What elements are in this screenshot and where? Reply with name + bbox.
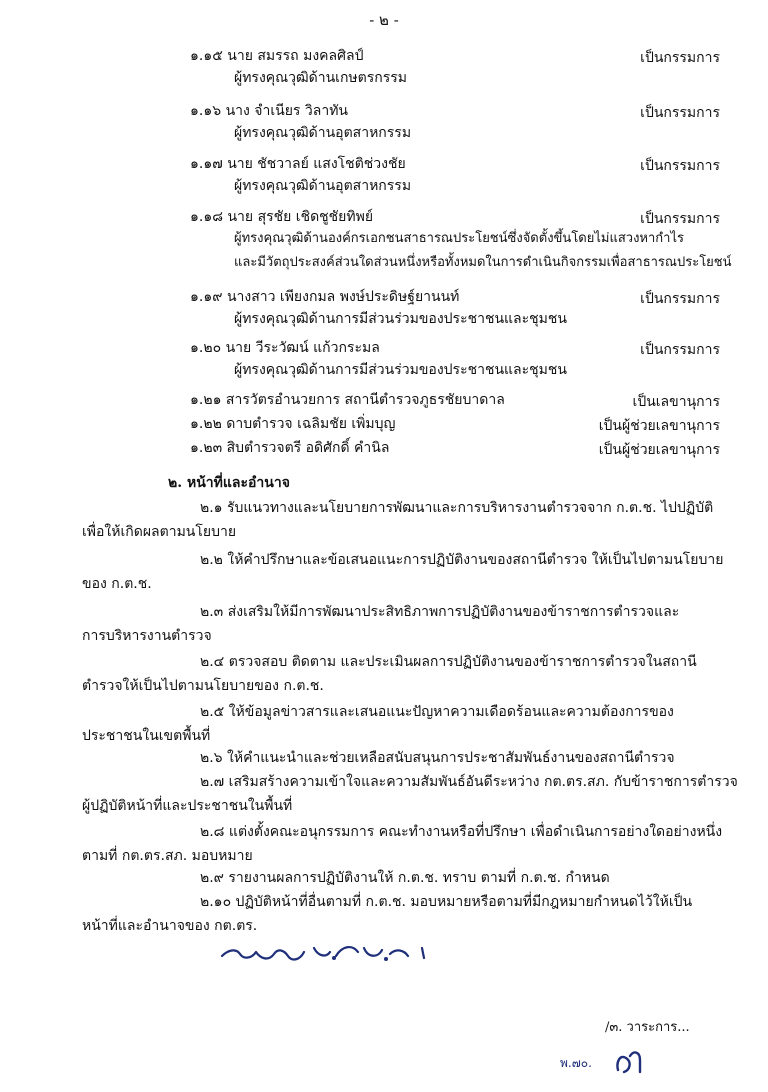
duty-continuation: ของ ก.ต.ช. [82, 576, 152, 592]
duty-first-line: ๒.๓ ส่งเสริมให้มีการพัฒนาประสิทธิภาพการปฏิบัติงานของข้าราชการตำรวจและ [200, 604, 680, 620]
duty-paragraph [82, 746, 712, 770]
stamp-text: พ.๗๐. [560, 1056, 592, 1070]
stamp-mark [560, 1040, 650, 1076]
member-entry [190, 438, 720, 460]
duty-first-line: ๒.๑๐ ปฏิบัติหน้าที่อื่นตามที่ ก.ต.ช. มอบหมายหรือตามที่มีกฎหมายกำหนดไว้ให้เป็น [200, 894, 693, 910]
member-number: ๑.๑๕ [190, 48, 223, 64]
duty-paragraph [82, 548, 724, 596]
duty-first-line: ๒.๗ เสริมสร้างความเข้าใจและความสัมพันธ์อันดีระหว่าง กต.ตร.สภ. กับข้าราชการตำรวจ [200, 774, 738, 790]
member-entry [190, 46, 720, 88]
duty-continuation: ประชาชนในเขตพื้นที่ [82, 728, 211, 744]
member-role: เป็นผู้ช่วยเลขานุการ [598, 418, 720, 434]
duty-continuation: ผู้ปฏิบัติหน้าที่และประชาชนในพื้นที่ [82, 798, 293, 814]
member-entry [190, 414, 720, 436]
duty-continuation: ตามที่ กต.ตร.สภ. มอบหมาย [82, 848, 253, 864]
member-number: ๑.๑๙ [190, 289, 223, 305]
duty-continuation: หน้าที่และอำนาจของ กต.ตร. [82, 918, 258, 934]
duty-paragraph [82, 770, 738, 818]
member-name: สิบตำรวจตรี อดิศักดิ์ คำนิล [226, 440, 390, 456]
member-number: ๑.๑๖ [190, 103, 222, 119]
member-role: เป็นกรรมการ [640, 50, 720, 66]
member-number: ๑.๒๐ [190, 340, 222, 356]
member-name: นางสาว เพียงกมล พงษ์ประดิษฐ์ยานนท์ [226, 289, 460, 305]
member-desc: และมีวัตถุประสงค์ส่วนใดส่วนหนึ่งหรือทั้งหมดในการดำเนินกิจกรรมเพื่อสาธารณประโยชน์ [234, 255, 732, 270]
member-name: นาย สมรรถ มงคลศิลป์ [227, 48, 364, 64]
member-number: ๑.๑๘ [190, 209, 224, 225]
member-number: ๑.๒๑ [190, 392, 222, 408]
duty-first-line: ๒.๘ แต่งตั้งคณะอนุกรรมการ คณะทำงานหรือที่ปรึกษา เพื่อดำเนินการอย่างใดอย่างหนึ่ง [200, 824, 723, 840]
member-desc: ผู้ทรงคุณวุฒิด้านการมีส่วนร่วมของประชาชนและชุมชน [234, 311, 567, 327]
member-name: สารวัตรอำนวยการ สถานีตำรวจภูธรชัยบาดาล [225, 392, 505, 408]
duty-continuation: การบริหารงานตำรวจ [82, 628, 212, 644]
continuation-note: /๓. วาระการ... [605, 1020, 690, 1035]
member-role: เป็นกรรมการ [640, 291, 720, 307]
duty-paragraph [82, 600, 712, 648]
member-name: นาง จำเนียร วิลาทัน [225, 103, 348, 119]
duty-first-line: ๒.๑ รับแนวทางและนโยบายการพัฒนาและการบริหารงานตำรวจจาก ก.ต.ช. ไปปฏิบัติ [200, 500, 714, 516]
duty-paragraph [82, 496, 712, 544]
member-name: ดาบตำรวจ เฉลิมชัย เพิ่มบุญ [226, 416, 396, 432]
member-name: นาย วีระวัฒน์ แก้วกระมล [225, 340, 380, 356]
member-name: นาย ชัชวาลย์ แสงโชติช่วงชัย [227, 156, 406, 172]
duty-paragraph [82, 700, 712, 748]
duty-first-line: ๒.๒ ให้คำปรึกษาและข้อเสนอแนะการปฏิบัติงานของสถานีตำรวจ ให้เป็นไปตามนโยบาย [200, 552, 724, 568]
member-role: เป็นกรรมการ [640, 211, 720, 227]
member-entry [190, 390, 720, 412]
duty-first-line: ๒.๙ รายงานผลการปฏิบัติงานให้ ก.ต.ช. ทราบ ตามที่ ก.ต.ช. กำหนด [200, 870, 610, 886]
duty-first-line: ๒.๔ ตรวจสอบ ติดตาม และประเมินผลการปฏิบัติงานของข้าราชการตำรวจในสถานี [200, 654, 697, 670]
member-entry [190, 287, 720, 329]
duty-first-line: ๒.๕ ให้ข้อมูลข่าวสารและเสนอแนะปัญหาความเดือดร้อนและความต้องการของ [200, 704, 674, 720]
handwritten-stamp [560, 1040, 650, 1076]
member-desc: ผู้ทรงคุณวุฒิด้านการมีส่วนร่วมของประชาชนและชุมชน [234, 362, 567, 378]
member-name: นาย สุรชัย เชิดชูชัยทิพย์ [227, 209, 374, 225]
member-number: ๑.๑๗ [190, 156, 223, 172]
member-desc: ผู้ทรงคุณวุฒิด้านเกษตรกรรม [234, 70, 408, 86]
duty-continuation: เพื่อให้เกิดผลตามนโยบาย [82, 524, 237, 540]
duty-first-line: ๒.๖ ให้คำแนะนำและช่วยเหลือสนับสนุนการประชาสัมพันธ์งานของสถานีตำรวจ [200, 750, 675, 766]
duty-paragraph [82, 650, 712, 698]
member-entry [190, 338, 720, 380]
duty-paragraph [82, 866, 712, 890]
member-role: เป็นผู้ช่วยเลขานุการ [598, 442, 720, 458]
page-number: - ๒ - [369, 11, 399, 29]
member-role: เป็นเลขานุการ [632, 394, 720, 410]
member-desc: ผู้ทรงคุณวุฒิด้านอุตสาหกรรม [234, 125, 412, 141]
duty-paragraph [82, 820, 723, 868]
member-entry [190, 154, 720, 196]
member-number: ๑.๒๒ [190, 416, 222, 432]
section-title: ๒. หน้าที่และอำนาจ [168, 475, 290, 491]
member-entry [190, 207, 732, 273]
member-role: เป็นกรรมการ [640, 342, 720, 358]
member-desc: ผู้ทรงคุณวุฒิด้านอุตสาหกรรม [234, 178, 412, 194]
signature-initials [218, 928, 438, 968]
member-entry [190, 101, 720, 143]
member-role: เป็นกรรมการ [640, 105, 720, 121]
member-desc: ผู้ทรงคุณวุฒิด้านองค์กรเอกชนสาธารณประโยชน์ซึ่งจัดตั้งขึ้นโดยไม่แสวงหากำไร [234, 231, 684, 246]
member-role: เป็นกรรมการ [640, 158, 720, 174]
duty-continuation: ตำรวจให้เป็นไปตามนโยบายของ ก.ต.ช. [82, 678, 324, 694]
member-number: ๑.๒๓ [190, 440, 223, 456]
